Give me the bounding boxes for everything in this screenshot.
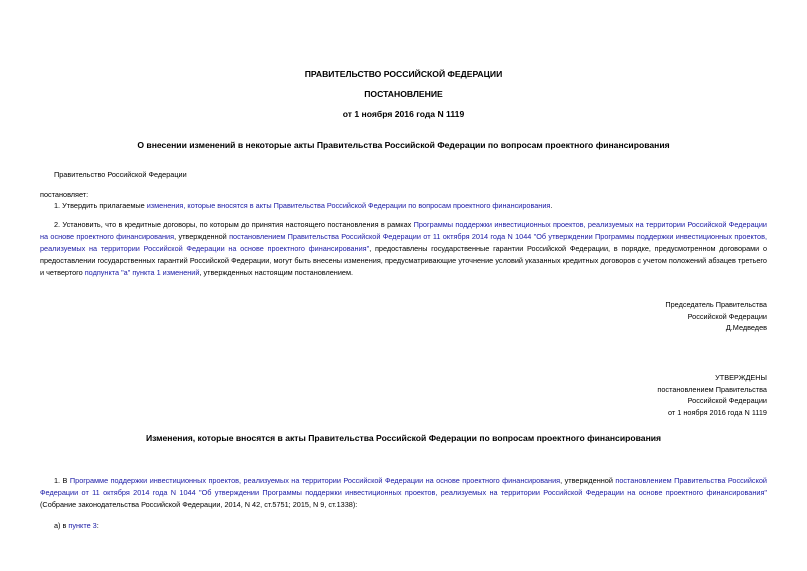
subitem-a-text: а) в	[54, 521, 69, 530]
signature-position-2: Российской Федерации	[687, 311, 767, 321]
changes-link[interactable]: изменения, которые вносятся в акты Правительства Российской Федерации по вопросам проектного финансирования	[146, 201, 551, 210]
approval-stamp	[657, 372, 767, 418]
changes-item-1-text-2: , утвержденной	[560, 476, 616, 485]
changes-item-1-text-3: (Собрание законодательства Российской Федерации, 2014, N 42, ст.5751; 2015, N 9, ст.1338):	[40, 500, 358, 509]
program-link[interactable]: Программы поддержки инвестиционных проектов, реализуемых на территории Российской Федерации на основе проектного финансирования	[40, 220, 767, 241]
government-heading: ПРАВИТЕЛЬСТВО РОССИЙСКОЙ ФЕДЕРАЦИИ	[304, 69, 503, 79]
program-link-2[interactable]: Программе поддержки инвестиционных проектов, реализуемых на территории Российской Федерации на основе проектного финансирования	[69, 476, 561, 485]
changes-item-1	[40, 475, 767, 511]
preamble-resolves: постановляет:	[40, 190, 89, 199]
document-date-number: от 1 ноября 2016 года N 1119	[342, 109, 465, 119]
approval-line-1: УТВЕРЖДЕНЫ	[715, 373, 767, 382]
item-1	[54, 200, 552, 212]
changes-title: Изменения, которые вносятся в акты Правительства Российской Федерации по вопросам проектного финансирования	[145, 433, 662, 443]
subitem-a-end: :	[96, 521, 99, 530]
document-type: ПОСТАНОВЛЕНИЕ	[364, 89, 443, 99]
preamble-subject: Правительство Российской Федерации	[54, 170, 187, 179]
item-1-end: .	[550, 201, 553, 210]
item-1-text: 1. Утвердить прилагаемые	[54, 201, 147, 210]
subparagraph-link[interactable]: подпункта "а" пункта 1 изменений	[84, 268, 200, 277]
signature-name: Д.Медведев	[725, 323, 767, 332]
item-2-text-1: 2. Установить, что в кредитные договоры, по которым до принятия настоящего постановления в рамках	[54, 220, 414, 229]
approval-line-2: постановлением Правительства	[657, 384, 767, 394]
subitem-a	[54, 520, 99, 532]
document-title: О внесении изменений в некоторые акты Правительства Российской Федерации по вопросам проектного финансирования	[137, 140, 670, 150]
approval-line-4: от 1 ноября 2016 года N 1119	[668, 407, 767, 417]
paragraph-3-link[interactable]: пункте 3	[68, 521, 97, 530]
resolution-1044-link[interactable]: постановлением Правительства Российской Федерации от 11 октября 2014 года N 1044 "Об утверждении Программы поддержки инвестиционных проектов, реализуемых на территории Российской Федерации на основе проектного финансирования"	[40, 232, 768, 253]
approval-line-3: Российской Федерации	[687, 396, 767, 405]
item-2-text-4: , утвержденных настоящим постановлением.	[199, 268, 354, 277]
signature-position-1: Председатель Правительства	[665, 300, 767, 309]
signature-block	[665, 299, 767, 334]
resolution-1044-link-2[interactable]: постановлением Правительства Российской Федерации от 11 октября 2014 года N 1044 "Об утверждении Программы поддержки инвестиционных проектов, реализуемых на территории Российской Федерации на основе проектного финансирования"	[40, 476, 767, 497]
item-2-text-3: , предоставлены государственные гарантии Российской Федерации, в порядке, предусмотренном договорами о предоставлении государственных гарантий Российской Федерации, могут быть внесены изменения, предусматривающие уточнение условий указанных кредитных договоров с учетом положений абзацев третьего и четвертого	[40, 244, 767, 277]
item-2	[40, 219, 767, 279]
item-2-text-2: , утвержденной	[174, 232, 230, 241]
changes-item-1-text-1: 1. В	[54, 476, 70, 485]
